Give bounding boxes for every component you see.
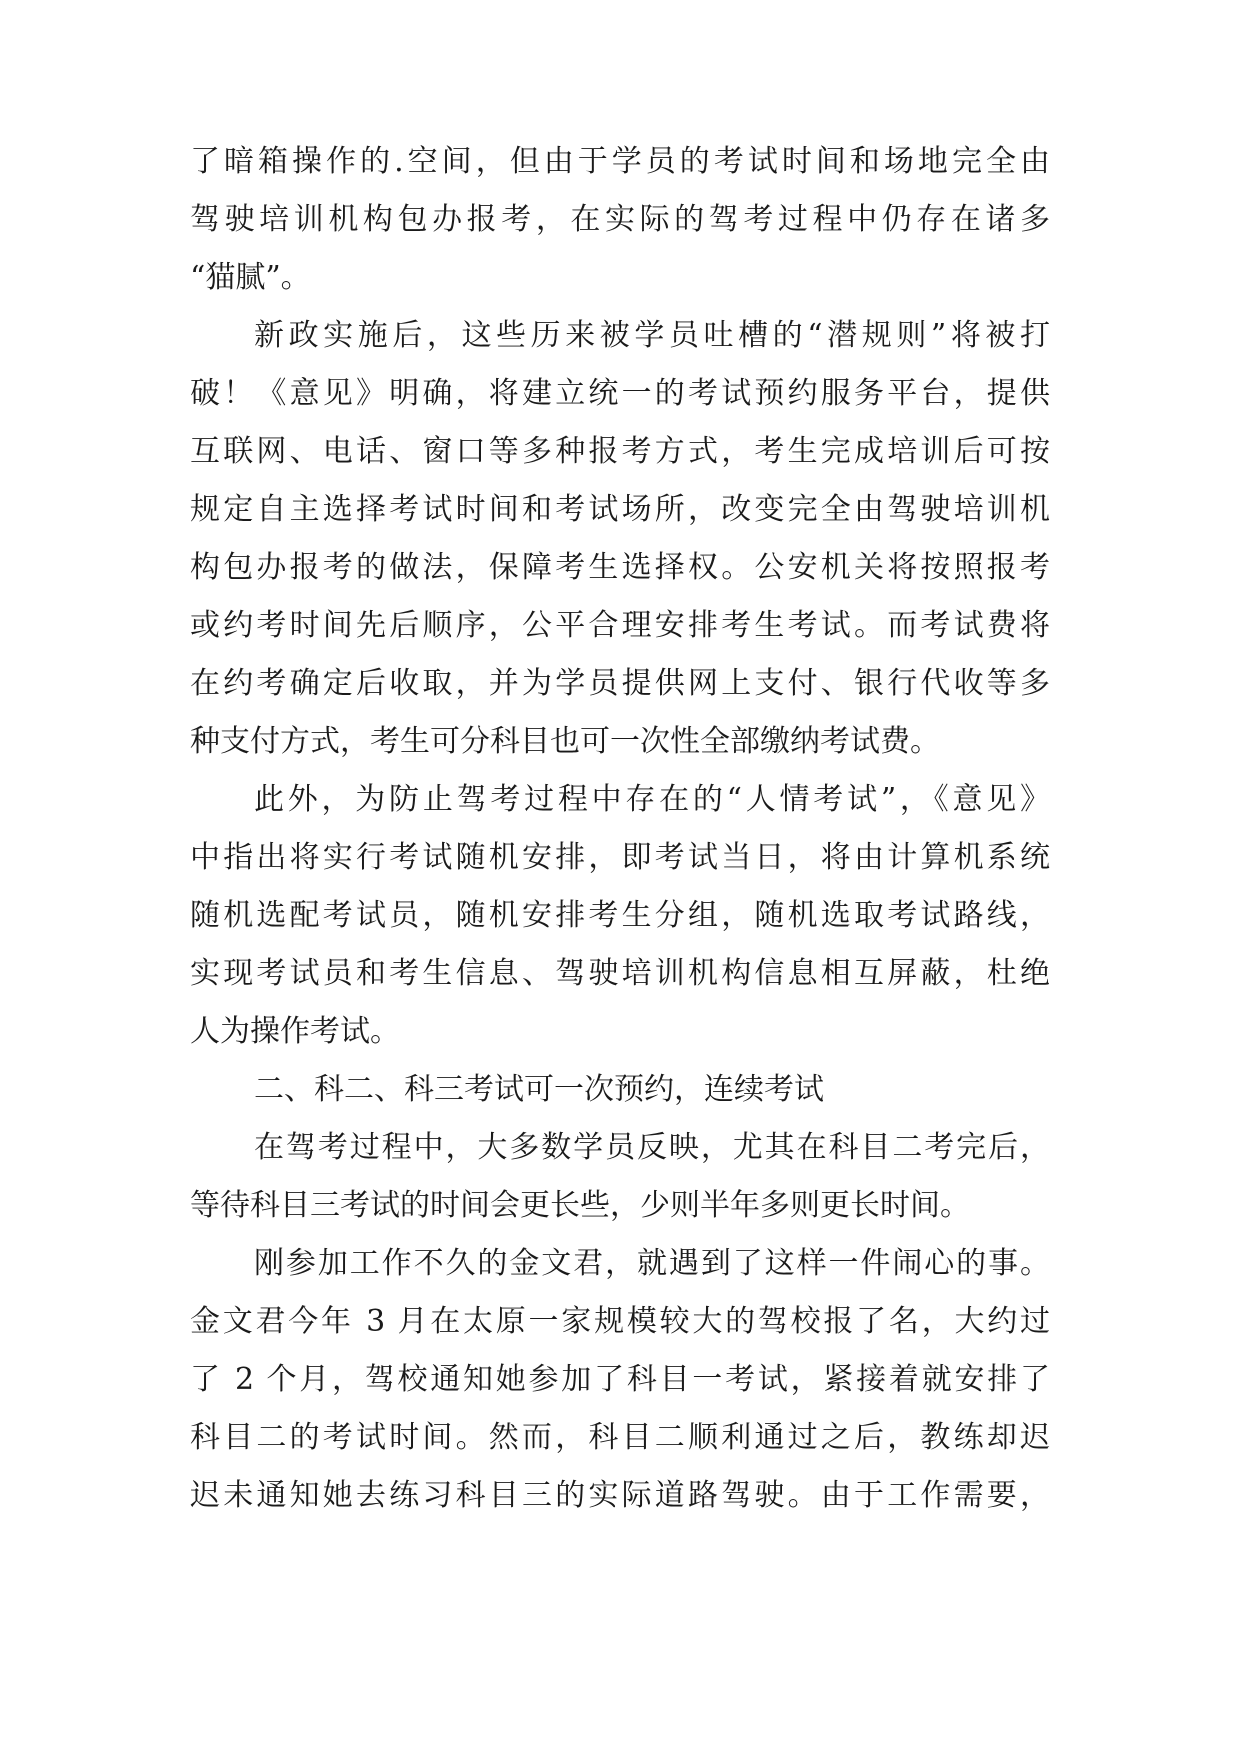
text-line: 驾驶培训机构包办报考，在实际的驾考过程中仍存在诸多 bbox=[190, 202, 1050, 237]
text-line: 在约考确定后收取，并为学员提供网上支付、银行代收等多 bbox=[190, 666, 1050, 701]
section-heading: 二、科二、科三考试可一次预约，连续考试 bbox=[254, 1072, 824, 1107]
text-line: 等待科目三考试的时间会更长些，少则半年多则更长时间。 bbox=[190, 1188, 970, 1223]
text-line: 构包办报考的做法，保障考生选择权。公安机关将按照报考 bbox=[190, 550, 1050, 585]
text-line: 随机选配考试员，随机安排考生分组，随机选取考试路线， bbox=[190, 898, 1050, 933]
text-line: 中指出将实行考试随机安排，即考试当日，将由计算机系统 bbox=[190, 840, 1050, 875]
text-line: “猫腻”。 bbox=[190, 260, 311, 295]
paragraph-first-line: 此外，为防止驾考过程中存在的“人情考试”，《意见》 bbox=[254, 782, 1050, 817]
paragraph-first-line: 新政实施后，这些历来被学员吐槽的“潜规则”将被打 bbox=[254, 318, 1050, 353]
text-line: 规定自主选择考试时间和考试场所，改变完全由驾驶培训机 bbox=[190, 492, 1050, 527]
text-line: 互联网、电话、窗口等多种报考方式，考生完成培训后可按 bbox=[190, 434, 1050, 469]
text-line: 实现考试员和考生信息、驾驶培训机构信息相互屏蔽，杜绝 bbox=[190, 956, 1050, 991]
text-line: 金文君今年 3 月在太原一家规模较大的驾校报了名，大约过 bbox=[190, 1304, 1050, 1339]
text-line: 或约考时间先后顺序，公平合理安排考生考试。而考试费将 bbox=[190, 608, 1050, 643]
text-line: 人为操作考试。 bbox=[190, 1014, 400, 1049]
text-line: 科目二的考试时间。然而，科目二顺利通过之后，教练却迟 bbox=[190, 1420, 1050, 1455]
text-line: 种支付方式，考生可分科目也可一次性全部缴纳考试费。 bbox=[190, 724, 940, 759]
paragraph-first-line: 在驾考过程中，大多数学员反映，尤其在科目二考完后， bbox=[254, 1130, 1050, 1165]
paragraph-first-line: 刚参加工作不久的金文君，就遇到了这样一件闹心的事。 bbox=[254, 1246, 1050, 1281]
text-line: 了暗箱操作的.空间，但由于学员的考试时间和场地完全由 bbox=[190, 144, 1050, 179]
text-line: 破！《意见》明确，将建立统一的考试预约服务平台，提供 bbox=[190, 376, 1050, 411]
text-line: 了 2 个月，驾校通知她参加了科目一考试，紧接着就安排了 bbox=[190, 1362, 1050, 1397]
text-line: 迟未通知她去练习科目三的实际道路驾驶。由于工作需要， bbox=[190, 1478, 1050, 1513]
